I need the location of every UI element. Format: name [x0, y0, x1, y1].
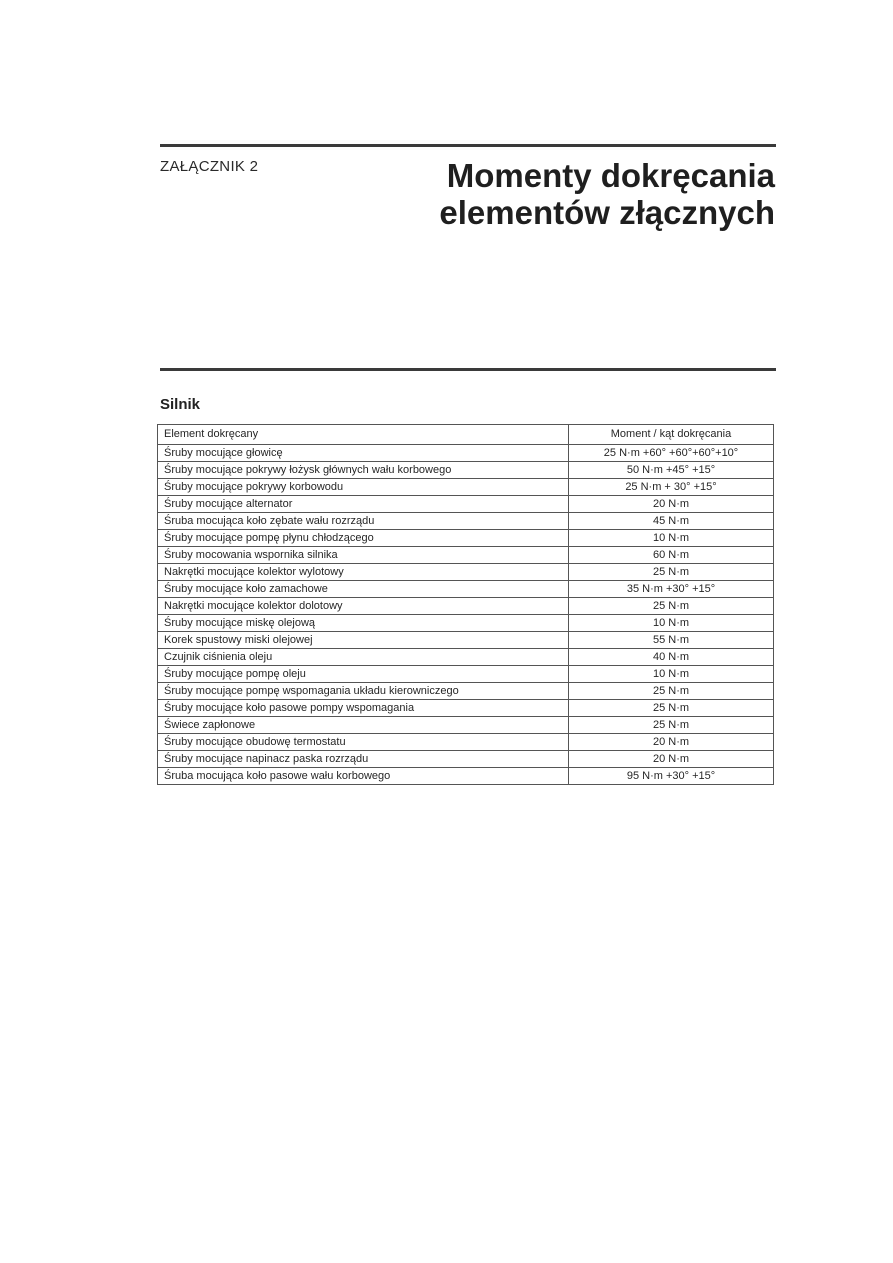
table-row — [158, 734, 774, 751]
column-header-element: Element dokręcany — [158, 425, 569, 445]
appendix-label: ZAŁĄCZNIK 2 — [160, 158, 259, 175]
table-row — [158, 649, 774, 666]
moment-cell: 40 N·m — [569, 649, 774, 666]
moment-cell: 20 N·m — [569, 734, 774, 751]
moment-cell: 60 N·m — [569, 547, 774, 564]
moment-cell: 10 N·m — [569, 530, 774, 547]
moment-cell: 95 N·m +30° +15° — [569, 768, 774, 785]
page-title — [335, 157, 775, 231]
moment-cell: 25 N·m + 30° +15° — [569, 479, 774, 496]
moment-cell: 20 N·m — [569, 751, 774, 768]
element-cell: Śruby mocujące alternator — [158, 496, 569, 513]
element-cell: Śruby mocujące koło zamachowe — [158, 581, 569, 598]
element-cell: Śruba mocująca koło zębate wału rozrządu — [158, 513, 569, 530]
moment-cell: 25 N·m — [569, 598, 774, 615]
element-cell: Śruby mocujące pompę oleju — [158, 666, 569, 683]
moment-cell: 25 N·m — [569, 700, 774, 717]
table-row — [158, 751, 774, 768]
element-cell: Korek spustowy miski olejowej — [158, 632, 569, 649]
element-cell: Śruby mocujące głowicę — [158, 445, 569, 462]
top-divider — [160, 144, 776, 147]
element-cell: Śruby mocujące pompę płynu chłodzącego — [158, 530, 569, 547]
element-cell: Nakrętki mocujące kolektor wylotowy — [158, 564, 569, 581]
element-cell: Nakrętki mocujące kolektor dolotowy — [158, 598, 569, 615]
section-title: Silnik — [160, 396, 201, 413]
moment-cell: 25 N·m +60° +60°+60°+10° — [569, 445, 774, 462]
table-row — [158, 581, 774, 598]
bottom-divider — [160, 368, 776, 371]
table-row — [158, 445, 774, 462]
moment-cell: 55 N·m — [569, 632, 774, 649]
table-row — [158, 666, 774, 683]
table-row — [158, 530, 774, 547]
element-cell: Śruby mocujące koło pasowe pompy wspomagania — [158, 700, 569, 717]
torque-table — [157, 424, 774, 785]
moment-cell: 50 N·m +45° +15° — [569, 462, 774, 479]
moment-cell: 10 N·m — [569, 615, 774, 632]
element-cell: Śruby mocujące pokrywy łożysk głównych wału korbowego — [158, 462, 569, 479]
element-cell: Śruby mocujące obudowę termostatu — [158, 734, 569, 751]
moment-cell: 35 N·m +30° +15° — [569, 581, 774, 598]
table-row — [158, 462, 774, 479]
table-row — [158, 496, 774, 513]
moment-cell: 25 N·m — [569, 717, 774, 734]
page-title-line-1: Momenty dokręcania — [446, 157, 775, 194]
table-row — [158, 479, 774, 496]
table-row — [158, 564, 774, 581]
element-cell: Śruby mocowania wspornika silnika — [158, 547, 569, 564]
moment-cell: 25 N·m — [569, 683, 774, 700]
page-title-line-2: elementów złącznych — [439, 194, 775, 231]
table-row — [158, 598, 774, 615]
table-row — [158, 632, 774, 649]
element-cell: Śruby mocujące pokrywy korbowodu — [158, 479, 569, 496]
element-cell: Śruba mocująca koło pasowe wału korbowego — [158, 768, 569, 785]
element-cell: Śruby mocujące pompę wspomagania układu kierowniczego — [158, 683, 569, 700]
element-cell: Czujnik ciśnienia oleju — [158, 649, 569, 666]
table-row — [158, 513, 774, 530]
table-row — [158, 768, 774, 785]
table-header-row — [158, 425, 774, 445]
table-row — [158, 700, 774, 717]
moment-cell: 25 N·m — [569, 564, 774, 581]
table-row — [158, 717, 774, 734]
element-cell: Śruby mocujące miskę olejową — [158, 615, 569, 632]
table-row — [158, 547, 774, 564]
moment-cell: 20 N·m — [569, 496, 774, 513]
element-cell: Świece zapłonowe — [158, 717, 569, 734]
moment-cell: 45 N·m — [569, 513, 774, 530]
moment-cell: 10 N·m — [569, 666, 774, 683]
table-row — [158, 615, 774, 632]
element-cell: Śruby mocujące napinacz paska rozrządu — [158, 751, 569, 768]
column-header-moment: Moment / kąt dokręcania — [569, 425, 774, 445]
table-row — [158, 683, 774, 700]
